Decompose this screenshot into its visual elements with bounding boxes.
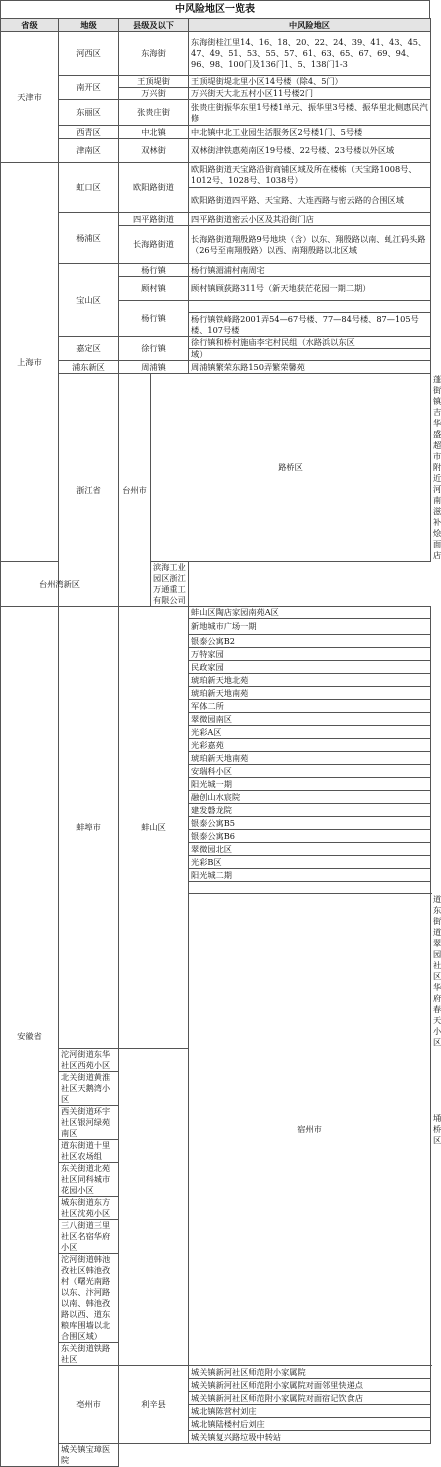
risk-area-cell: 欧阳路街道天宝路沿街商铺区域及所在楼栋（天宝路1008号、1012号、1028号、1038号） xyxy=(189,163,431,188)
risk-area-cell: 光彩B区 xyxy=(189,856,431,869)
risk-area-cell: 融创山水宸院 xyxy=(189,791,431,804)
risk-area-cell: 万特家园 xyxy=(189,648,431,661)
table-row xyxy=(1,337,431,349)
region-cell: 蚌埠市 xyxy=(59,607,119,1049)
region-cell: 津南区 xyxy=(59,139,119,163)
risk-area-cell: 翠微园南区 xyxy=(189,713,431,726)
risk-area-cell: 银泰公寓B5 xyxy=(189,817,431,830)
region-cell: 河西区 xyxy=(59,32,119,76)
region-cell: 台州湾新区 xyxy=(1,562,119,607)
region-cell: 中北镇 xyxy=(119,126,189,139)
region-cell: 利辛县 xyxy=(119,1366,189,1444)
risk-area-cell: 城关镇新河社区师范附小家属院对面邻里快递点 xyxy=(189,1379,431,1392)
region-cell: 浦东新区 xyxy=(59,361,119,374)
risk-area-cell: 徐行镇和桥村施庙李宅村民组（水路浜以东区 xyxy=(189,337,431,349)
table-row xyxy=(1,76,431,88)
risk-area-cell: 域） xyxy=(189,349,431,361)
risk-area-cell: 建发磐龙院 xyxy=(189,804,431,817)
risk-area-cell: 中北镇中北工业园生活服务区2号楼1门、5号楼 xyxy=(189,126,431,139)
region-cell: 杨行镇 xyxy=(119,264,189,277)
region-cell: 欧阳路街道 xyxy=(119,163,189,213)
risk-area-cell: 阳光城一期 xyxy=(189,778,431,791)
region-cell: 四平路街道 xyxy=(119,213,189,226)
region-cell: 南开区 xyxy=(59,76,119,100)
risk-area-cell: 长海路街道翔殷路9号地块（含）以东、翔殷路以南、虬江码头路（26号至南翔殷路）以西、南翔殷路以北区域 xyxy=(189,226,431,264)
table-row xyxy=(1,126,431,139)
risk-area-cell: 西关街道环宇社区银河绿苑南区 xyxy=(59,1106,119,1140)
risk-area-cell: 三八街道三里社区名宿华府小区 xyxy=(59,1220,119,1254)
region-cell: 虹口区 xyxy=(59,163,119,213)
region-cell: 双林街 xyxy=(119,139,189,163)
risk-area-cell: 万兴街天大北五村小区11号楼2门 xyxy=(189,88,431,100)
region-cell: 宿州市 xyxy=(189,894,431,1366)
region-cell: 天津市 xyxy=(1,32,59,163)
table-row xyxy=(1,32,431,76)
risk-area-cell: 安瑞科小区 xyxy=(189,765,431,778)
region-cell: 杨浦区 xyxy=(59,213,119,264)
risk-area-cell: 城关镇新河社区师范附小家属院 xyxy=(189,1366,431,1379)
risk-area-cell: 光彩A区 xyxy=(189,726,431,739)
risk-area-cell: 北关街道黄淮社区天鹅湾小区 xyxy=(59,1072,119,1106)
risk-area-cell: 双林街津铁惠苑南区19号楼、22号楼、23号楼以外区域 xyxy=(189,139,431,163)
region-cell: 顾村镇 xyxy=(119,277,189,301)
risk-area-cell: 城关镇宝璋医院 xyxy=(59,1444,119,1467)
table-row xyxy=(1,607,431,619)
table-title: 中风险地区一览表 xyxy=(0,0,430,18)
header-county: 县级及以下 xyxy=(119,19,189,32)
risk-area-cell: 杨行镇铁峰路2001弄54—67号楼、77—84号楼、87—105号楼、107号楼 xyxy=(189,313,431,337)
region-cell: 东丽区 xyxy=(59,100,119,126)
risk-area-cell: 沱河街道东华社区西苑小区 xyxy=(59,1049,119,1072)
region-cell: 蚌山区 xyxy=(119,607,189,1049)
region-cell: 万兴街 xyxy=(119,88,189,100)
risk-area-cell: 蚌山区陶店家园南苑A区 xyxy=(189,607,431,619)
table-row xyxy=(1,1444,431,1467)
region-cell: 亳州市 xyxy=(59,1366,119,1444)
table-row xyxy=(1,163,431,188)
risk-area-cell: 张贵庄街振华东里1号楼1单元、振华里3号楼、振华里北侧惠民汽修 xyxy=(189,100,431,126)
risk-area-cell: 城关镇复兴路垃圾中转站 xyxy=(189,1431,431,1444)
header-risk-area: 中风险地区 xyxy=(189,19,431,32)
region-cell: 徐行镇 xyxy=(119,337,189,361)
risk-area-cell: 周浦镇繁荣东路150弄繁荣馨苑 xyxy=(189,361,431,374)
risk-area-cell: 四平路街道密云小区及其沿街门店 xyxy=(189,213,431,226)
header-city: 地级 xyxy=(59,19,119,32)
region-cell: 嘉定区 xyxy=(59,337,119,361)
risk-area-cell: 城关镇新河社区师范附小家属院对面宿记饮食店 xyxy=(189,1392,431,1405)
risk-area-cell: 光彩嘉苑 xyxy=(189,739,431,752)
region-cell: 浙江省 xyxy=(59,374,119,607)
risk-area-cell: 琥珀新天地北苑 xyxy=(189,674,431,687)
table-row xyxy=(1,1366,431,1379)
table-body xyxy=(1,32,441,1467)
region-cell: 宝山区 xyxy=(59,264,119,337)
risk-area-cell: 城东街道东方社区沈苑小区 xyxy=(59,1197,119,1220)
risk-area-cell: 琥珀新天地南苑 xyxy=(189,687,431,700)
region-cell: 王顶堤街 xyxy=(119,76,189,88)
risk-area-cell: 道东街道十里社区农场组 xyxy=(59,1140,119,1163)
risk-area-cell: 琥珀新天地南苑 xyxy=(189,752,431,765)
risk-area-cell: 军体二所 xyxy=(189,700,431,713)
risk-area-cell xyxy=(189,882,431,894)
region-cell: 长海路街道 xyxy=(119,226,189,264)
risk-area-cell: 欧阳路街道四平路、天宝路、大连西路与密云路的合围区域 xyxy=(189,188,431,213)
table-row xyxy=(1,562,431,607)
region-cell: 周浦镇 xyxy=(119,361,189,374)
risk-area-cell: 城北镇陈营村刘庄 xyxy=(189,1405,431,1418)
risk-area-cell: 滨海工业园区浙江万通重工有限公司 xyxy=(151,562,189,607)
region-cell: 路桥区 xyxy=(151,374,431,562)
risk-area-cell: 阳光城二期 xyxy=(189,869,431,882)
risk-area-cell: 东关街道北苑社区同科城市花园小区 xyxy=(59,1163,119,1197)
table-row xyxy=(1,213,431,226)
risk-area-table xyxy=(0,18,441,1467)
risk-area-cell: 民政家园 xyxy=(189,661,431,674)
table-row: 宿州市 埇桥区 道东街道翠园社区华府春天小区 xyxy=(1,894,431,1049)
risk-area-cell: 杨行镇湄浦村南周宅 xyxy=(189,264,431,277)
table-row xyxy=(1,361,431,374)
table-row xyxy=(1,264,431,277)
table-row: 浙江省 台州市 路桥区 蓬街镇吉华盛超市附近河南滋补烩面店 xyxy=(1,374,431,562)
header-row xyxy=(1,19,431,32)
region-cell: 张贵庄街 xyxy=(119,100,189,126)
region-cell: 东海街 xyxy=(119,32,189,76)
risk-area-cell: 顾村镇顾荻路311号（新天地获茫花园一期二期） xyxy=(189,277,431,301)
header-province: 省级 xyxy=(1,19,59,32)
region-cell: 杨行镇 xyxy=(119,301,189,337)
region-cell: 西青区 xyxy=(59,126,119,139)
table-row xyxy=(1,139,431,163)
risk-area-cell: 东海街桂江里14、16、18、20、22、24、39、41、43、45、47、49、51、53、55、57、61、63、65、67、69、94、96、98、100门及136门1、5、138门1-3 xyxy=(189,32,431,76)
risk-area-cell: 银泰公寓B6 xyxy=(189,830,431,843)
risk-area-cell: 王顶堤街堤北里小区14号楼（除4、5门） xyxy=(189,76,431,88)
table-row xyxy=(1,100,431,126)
region-cell: 安徽省 xyxy=(1,607,59,1467)
risk-area-cell xyxy=(189,301,431,313)
risk-area-cell: 城北镇陆楼村后刘庄 xyxy=(189,1418,431,1431)
risk-area-cell: 翠微园北区 xyxy=(189,843,431,856)
region-cell: 上海市 xyxy=(1,163,59,562)
risk-area-cell: 东关街道铁路社区 xyxy=(59,1343,119,1366)
risk-area-cell: 银泰公寓B2 xyxy=(189,635,431,648)
region-cell: 台州市 xyxy=(119,374,151,607)
risk-area-cell: 新地城市广场一期 xyxy=(189,619,431,635)
risk-area-cell: 沱河街道韩池孜社区韩池孜村（曙光南路以东、汴河路以南、韩池孜路以西、道东粮库围墙以北合围区域） xyxy=(59,1254,119,1343)
